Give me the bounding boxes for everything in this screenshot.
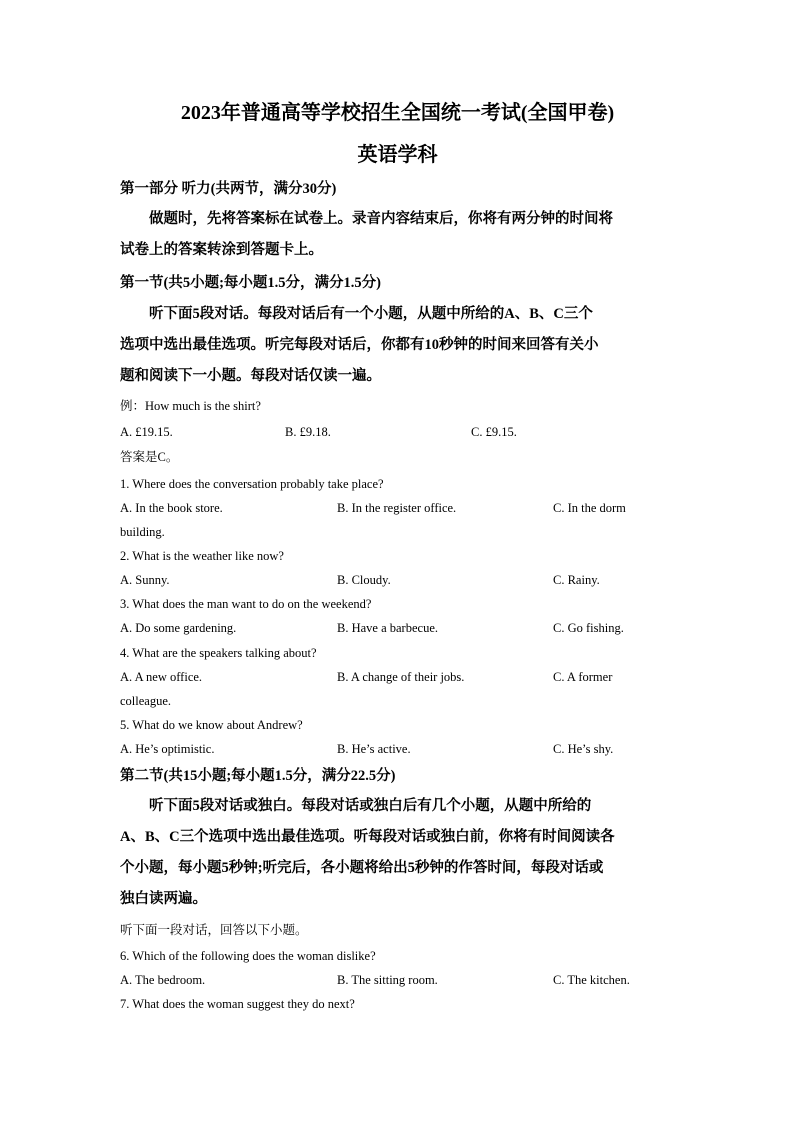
question-text: 1. Where does the conversation probably take place? xyxy=(120,477,384,491)
question-options xyxy=(120,619,680,637)
question-text: 6. Which of the following does the woman dislike? xyxy=(120,949,376,963)
exam-title: 2023年普通高等学校招生全国统一考试(全国甲卷) xyxy=(180,102,615,124)
option-a: A. A new office. xyxy=(120,670,203,684)
example-options xyxy=(120,423,680,441)
option-c: C. A former xyxy=(553,670,613,684)
option-b: B. Have a barbecue. xyxy=(337,621,438,635)
instruction-line: 个小题，每小题5秒钟;听完后，各小题将给出5秒钟的作答时间，每段对话或 xyxy=(120,860,604,876)
option-b: B. He’s active. xyxy=(337,742,411,756)
option-c: C. In the dorm xyxy=(553,501,626,515)
option-c: C. £9.15. xyxy=(471,425,517,439)
question-text: 2. What is the weather like now? xyxy=(120,549,284,563)
option-b: B. A change of their jobs. xyxy=(337,670,465,684)
question-options xyxy=(120,740,680,758)
instruction-line: 听下面5段对话或独白。每段对话或独白后有几个小题，从题中所给的 xyxy=(149,798,592,814)
instruction-line: 听下面5段对话。每段对话后有一个小题，从题中所给的A、B、C三个 xyxy=(149,306,593,322)
option-c: C. The kitchen. xyxy=(553,973,630,987)
instruction-line: 试卷上的答案转涂到答题卡上。 xyxy=(120,242,323,258)
example-question: 例：How much is the shirt? xyxy=(120,399,261,413)
instruction-line: 选项中选出最佳选项。听完每段对话后，你都有10秒钟的时间来回答有关小 xyxy=(120,337,599,353)
option-a: A. He’s optimistic. xyxy=(120,742,215,756)
example-answer: 答案是C。 xyxy=(120,450,179,464)
instruction-line: 做题时，先将答案标在试卷上。录音内容结束后，你将有两分钟的时间将 xyxy=(149,211,613,227)
question-text: 3. What does the man want to do on the weekend? xyxy=(120,597,372,611)
question-text: 4. What are the speakers talking about? xyxy=(120,646,317,660)
question-options xyxy=(120,668,680,686)
option-c: C. He’s shy. xyxy=(553,742,614,756)
section2-heading: 第二节(共15小题;每小题1.5分，满分22.5分) xyxy=(120,768,396,784)
option-b: B. Cloudy. xyxy=(337,573,391,587)
option-a: A. £19.15. xyxy=(120,425,173,439)
part1-heading: 第一部分 听力(共两节，满分30分) xyxy=(120,181,337,197)
option-c: C. Go fishing. xyxy=(553,621,624,635)
question-options xyxy=(120,499,680,517)
option-b: B. The sitting room. xyxy=(337,973,438,987)
part1-instructions xyxy=(120,204,675,266)
section1-instructions xyxy=(120,299,675,392)
option-c: C. Rainy. xyxy=(553,573,600,587)
option-a: A. In the book store. xyxy=(120,501,223,515)
question-options xyxy=(120,571,680,589)
dialogue-intro: 听下面一段对话，回答以下小题。 xyxy=(120,923,308,937)
option-wrap-text: colleague. xyxy=(120,694,172,708)
question-text: 5. What do we know about Andrew? xyxy=(120,718,303,732)
section2-instructions xyxy=(120,791,675,915)
section1-heading: 第一节(共5小题;每小题1.5分，满分1.5分) xyxy=(120,275,381,291)
exam-subject: 英语学科 xyxy=(357,144,438,166)
question-text: 7. What does the woman suggest they do next? xyxy=(120,997,355,1011)
instruction-line: A、B、C三个选项中选出最佳选项。听每段对话或独白前，你将有时间阅读各 xyxy=(120,829,615,845)
instruction-line: 独白读两遍。 xyxy=(120,891,207,907)
option-a: A. Sunny. xyxy=(120,573,170,587)
option-b: B. £9.18. xyxy=(285,425,331,439)
instruction-line: 题和阅读下一小题。每段对话仅读一遍。 xyxy=(120,368,381,384)
question-options xyxy=(120,971,680,989)
option-a: A. The bedroom. xyxy=(120,973,206,987)
option-wrap-text: building. xyxy=(120,525,165,539)
option-b: B. In the register office. xyxy=(337,501,457,515)
option-a: A. Do some gardening. xyxy=(120,621,237,635)
